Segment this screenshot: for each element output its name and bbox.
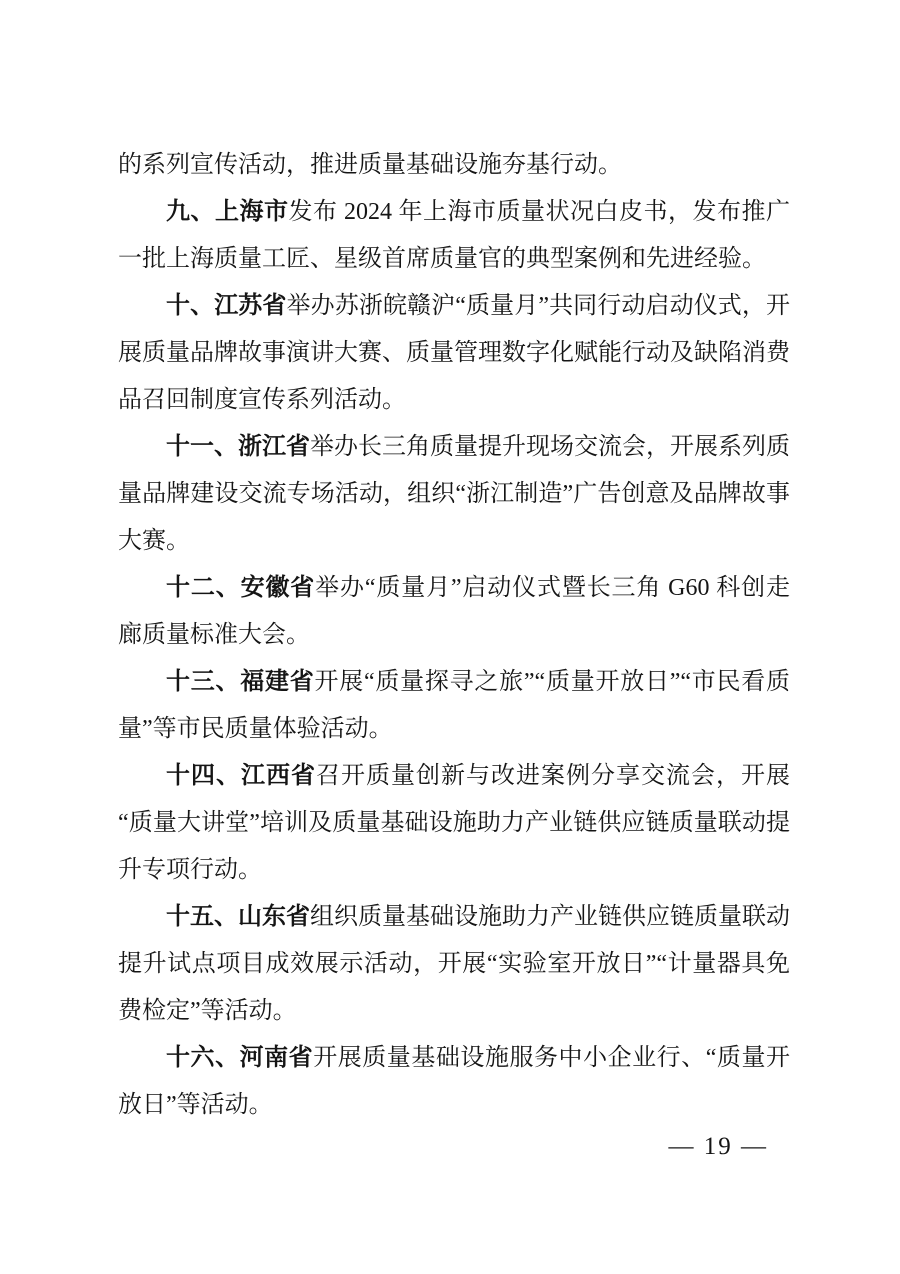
paragraph-text: 组织质量基础设施助力产业链供应链质量联动提升试点项目成效展示活动，开展“实验室开放日”“计量器具免费检定”等活动。 [118,904,790,1024]
paragraph-continuation [118,142,790,189]
paragraph-text: 的系列宣传活动，推进质量基础设施夯基行动。 [118,152,622,178]
paragraph-lead: 十、江苏省 [166,293,287,319]
paragraph-lead: 十五、山东省 [166,904,310,930]
paragraph-lead: 十六、河南省 [166,1045,314,1071]
paragraph-item-13 [118,659,790,753]
page-number: — 19 — [668,1133,768,1160]
paragraph-item-10 [118,283,790,424]
paragraph-text: 举办苏浙皖赣沪“质量月”共同行动启动仪式，开展质量品牌故事演讲大赛、质量管理数字化赋能行动及缺陷消费品召回制度宣传系列活动。 [118,293,791,413]
paragraph-item-15 [118,894,790,1035]
paragraph-item-14 [118,753,790,894]
paragraph-lead: 十一、浙江省 [166,434,310,460]
paragraph-lead: 十二、安徽省 [166,575,316,601]
paragraph-lead: 十四、江西省 [166,763,316,789]
paragraph-text: 发布 2024 年上海市质量状况白皮书，发布推广一批上海质量工匠、星级首席质量官的典型案例和先进经验。 [118,199,790,272]
document-body [118,142,790,1129]
paragraph-item-12 [118,565,790,659]
paragraph-text: 举办“质量月”启动仪式暨长三角 G60 科创走廊质量标准大会。 [118,575,791,648]
paragraph-item-16 [118,1035,790,1129]
paragraph-item-9 [118,189,790,283]
paragraph-text: 开展“质量探寻之旅”“质量开放日”“市民看质量”等市民质量体验活动。 [118,669,790,742]
paragraph-text: 开展质量基础设施服务中小企业行、“质量开放日”等活动。 [118,1045,790,1118]
paragraph-text: 召开质量创新与改进案例分享交流会，开展“质量大讲堂”培训及质量基础设施助力产业链供应链质量联动提升专项行动。 [118,763,790,883]
paragraph-lead: 九、上海市 [166,199,289,225]
paragraph-lead: 十三、福建省 [166,669,315,695]
paragraph-item-11 [118,424,790,565]
paragraph-text: 举办长三角质量提升现场交流会，开展系列质量品牌建设交流专场活动，组织“浙江制造”广告创意及品牌故事大赛。 [118,434,790,554]
